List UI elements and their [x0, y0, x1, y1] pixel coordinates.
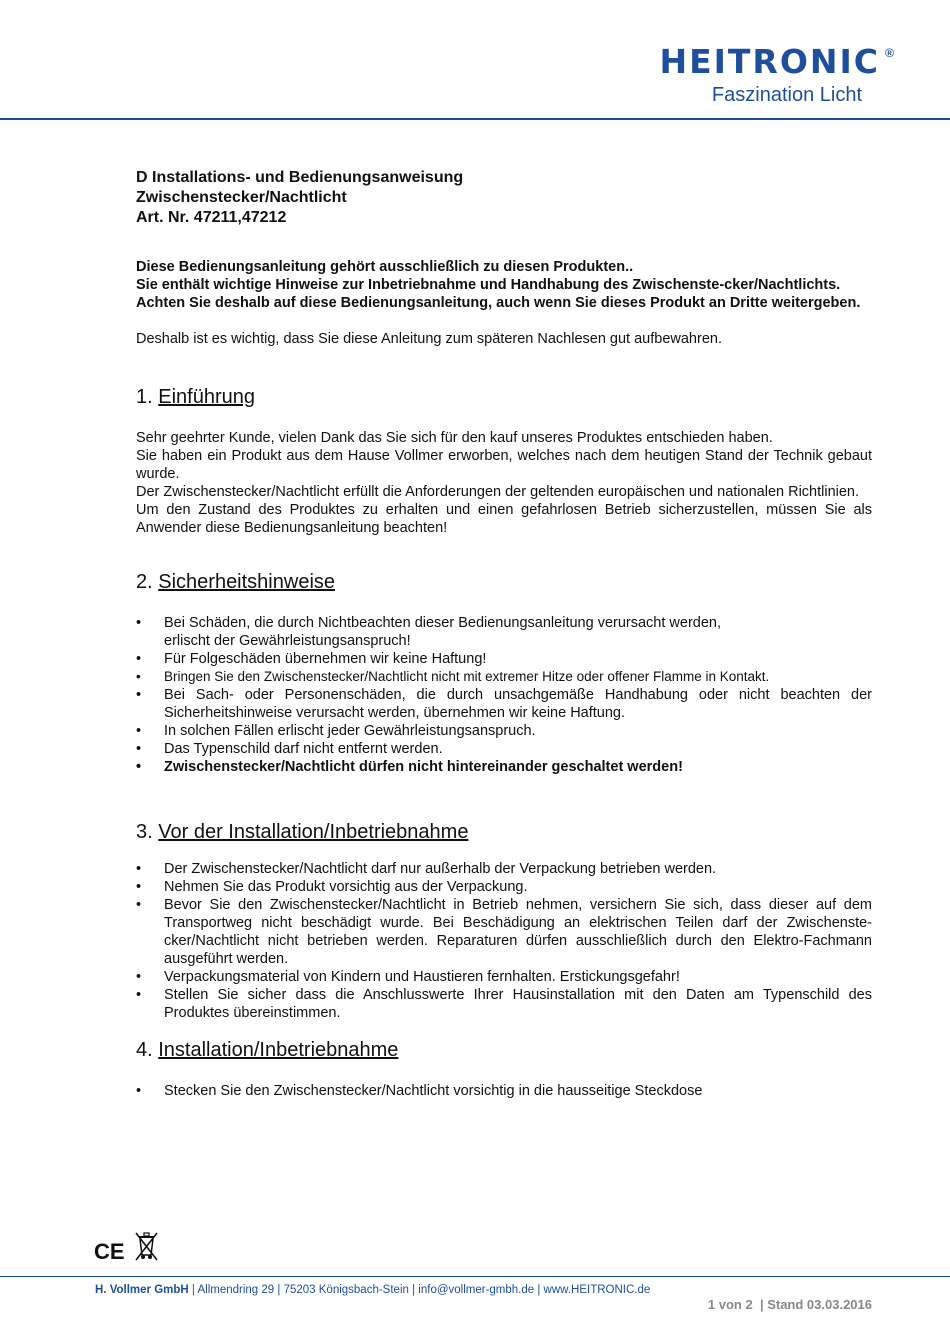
list-item: • Bei Schäden, die durch Nichtbeachten dieser Bedienungsanleitung verursacht werden, erlischt der Gewährleistungsanspruch!: [136, 614, 872, 650]
section-1-body: [136, 429, 872, 537]
certification-marks: [94, 1234, 164, 1264]
brand-logo: [659, 42, 894, 107]
paragraph: Sehr geehrter Kunde, vielen Dank das Sie sich für den kauf unseres Produktes entschieden haben.: [136, 430, 773, 446]
website-link[interactable]: www.HEITRONIC.de: [543, 1284, 651, 1296]
list-item: • Das Typenschild darf nicht entfernt werden.: [136, 740, 872, 758]
list-item: • Bringen Sie den Zwischenstecker/Nachtlicht nicht mit extremer Hitze oder offener Flamme in Kontakt.: [136, 668, 872, 686]
section-heading-4: [136, 1038, 872, 1062]
section-heading-1: [136, 385, 872, 409]
title-line-1: D Installations- und Bedienungsanweisung: [136, 169, 464, 186]
document-title: [136, 168, 872, 228]
list-item: • Bei Sach- oder Personenschäden, die durch unsachgemäße Handhabung oder nicht beachten der Sicherheitshinweise verursacht werden, übernehmen wir keine Haftung.: [136, 686, 872, 722]
list-item: • Stecken Sie den Zwischenstecker/Nachtlicht vorsichtig in die hausseitige Steckdose: [136, 1082, 872, 1100]
section-title: Sicherheitshinweise: [158, 571, 336, 593]
preparation-list: [136, 860, 872, 1022]
footer-divider: [0, 1276, 950, 1277]
installation-list: [136, 1082, 872, 1100]
page-info: [708, 1297, 872, 1312]
street-address: Allmendring 29: [197, 1284, 275, 1296]
company-name: H. Vollmer GmbH: [95, 1284, 189, 1296]
list-item: • Der Zwischenstecker/Nachtlicht darf nur außerhalb der Verpackung betrieben werden.: [136, 860, 872, 878]
document-body: [136, 168, 872, 1100]
section-number: 3.: [136, 821, 153, 843]
paragraph: Sie haben ein Produkt aus dem Hause Vollmer erworben, welches nach dem heutigen Stand der Technik gebaut wurde.: [136, 448, 872, 482]
paragraph: Um den Zustand des Produktes zu erhalten und einen gefahrlosen Betrieb sicherzustellen, müssen Sie als Anwender diese Bedienungsanleitung beachten!: [136, 502, 872, 536]
header-divider: [0, 118, 950, 120]
brand-name: HEITRONIC: [659, 42, 880, 81]
list-item: • Stellen Sie sicher dass die Anschlusswerte Ihrer Hausinstallation mit den Daten am Typenschild des Produktes übereinstimmen.: [136, 986, 872, 1022]
intro-paragraph: Achten Sie deshalb auf diese Bedienungsanleitung, auch wenn Sie dieses Produkt an Dritte weitergeben.: [136, 295, 861, 311]
list-item: • In solchen Fällen erlischt jeder Gewährleistungsanspruch.: [136, 722, 872, 740]
title-line-2: Zwischenstecker/Nachtlicht: [136, 189, 347, 206]
ce-mark-label: CE: [94, 1239, 125, 1264]
section-number: 2.: [136, 571, 153, 593]
section-title: Einführung: [158, 386, 255, 408]
section-heading-3: [136, 820, 872, 844]
section-number: 4.: [136, 1039, 153, 1061]
email-link[interactable]: info@vollmer-gmbh.de: [418, 1284, 535, 1296]
intro-paragraph: Sie enthält wichtige Hinweise zur Inbetriebnahme und Handhabung des Zwischenste-cker/Nachtlichts.: [136, 277, 841, 293]
title-line-3: Art. Nr. 47211,47212: [136, 209, 287, 226]
section-title: Installation/Inbetriebnahme: [158, 1039, 399, 1061]
registered-mark: ®: [885, 46, 894, 60]
list-item: • Verpackungsmaterial von Kindern und Haustieren fernhalten. Erstickungsgefahr!: [136, 968, 872, 986]
city: 75203 Königsbach-Stein: [283, 1284, 409, 1296]
keep-note: Deshalb ist es wichtig, dass Sie diese Anleitung zum späteren Nachlesen gut aufbewahren.: [136, 331, 722, 347]
footer-contact: H. Vollmer GmbH | Allmendring 29 | 75203 Königsbach-Stein | info@vollmer-gmbh.de | www.HEITRONIC.de: [95, 1284, 651, 1296]
revision-date: | Stand 03.03.2016: [759, 1297, 872, 1312]
section-heading-2: [136, 570, 872, 594]
list-item: • Nehmen Sie das Produkt vorsichtig aus der Verpackung.: [136, 878, 872, 896]
list-item: • Für Folgeschäden übernehmen wir keine Haftung!: [136, 650, 872, 668]
page-number: 1 von 2: [707, 1297, 753, 1312]
safety-list: [136, 614, 872, 776]
section-number: 1.: [136, 386, 153, 408]
weee-bin-icon: [134, 1230, 160, 1264]
brand-tagline: Faszination Licht: [711, 84, 862, 106]
intro-block: [136, 258, 872, 312]
list-item: • Bevor Sie den Zwischenstecker/Nachtlicht in Betrieb nehmen, versichern Sie sich, dass dieser auf dem Transportweg nicht beschädigt wurde. Bei Beschädigung an elektrischen Teilen darf der Zwischenste-cker/Nachtlicht nicht betrieben werden. Reparaturen dürfen ausschließlich durch den Elektro-Fachmann ausgeführt werden.: [136, 896, 872, 968]
intro-paragraph: Diese Bedienungsanleitung gehört ausschließlich zu diesen Produkten..: [136, 259, 634, 275]
paragraph: Der Zwischenstecker/Nachtlicht erfüllt die Anforderungen der geltenden europäischen und nationalen Richtlinien.: [136, 484, 860, 500]
list-item: • Zwischenstecker/Nachtlicht dürfen nicht hintereinander geschaltet werden!: [136, 758, 872, 776]
section-title: Vor der Installation/Inbetriebnahme: [158, 821, 469, 843]
